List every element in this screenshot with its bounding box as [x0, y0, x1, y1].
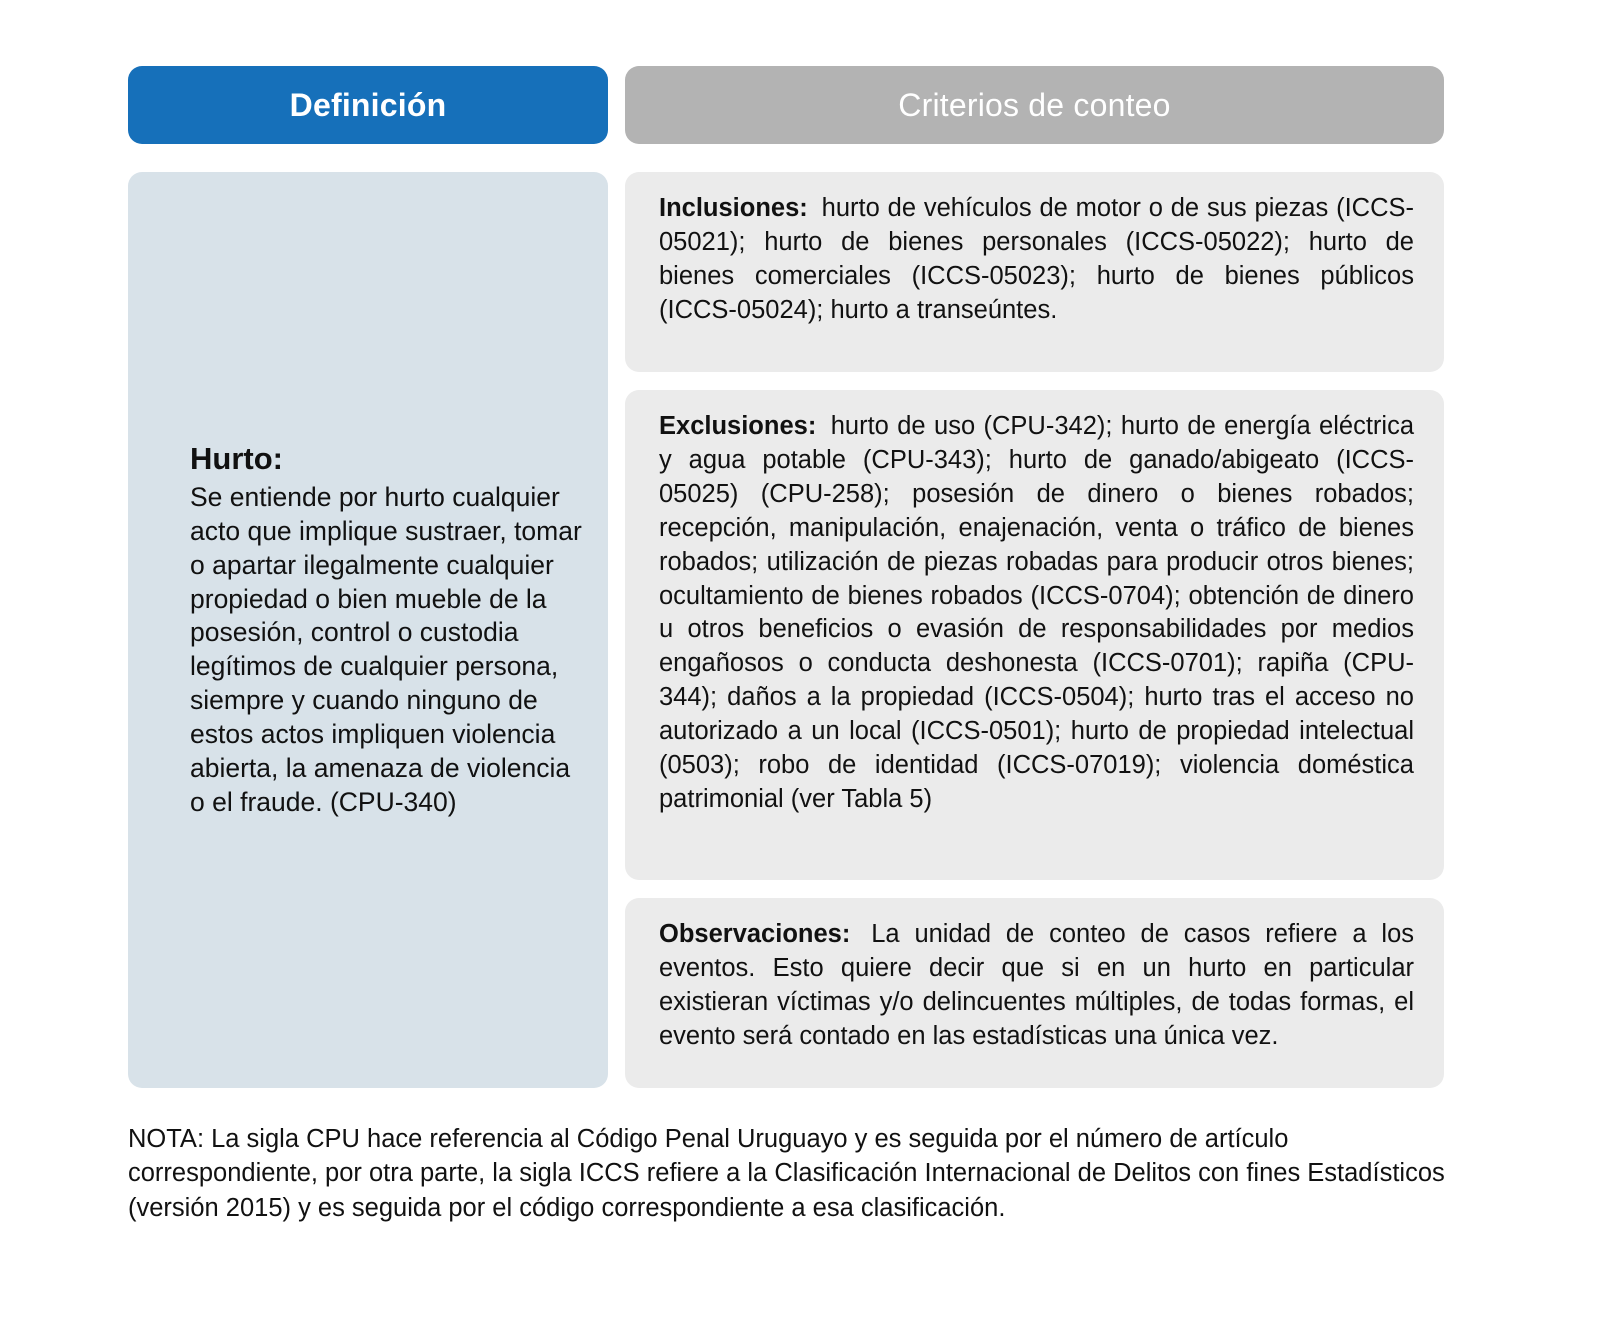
- observaciones-paragraph: [659, 918, 1414, 1054]
- column-headers: [128, 66, 1444, 144]
- header-definicion-label: Definición: [289, 86, 447, 123]
- exclusiones-text: hurto de uso (CPU-342); hurto de energía eléctrica y agua potable (CPU-343); hurto de ganado/abigeato (ICCS-05025) (CPU-258); posesión de dinero o bienes robados; recepción, manipulación, enajenación, venta o tráfico de bienes robados; utilización de piezas robadas para producir otros bienes; ocultamiento de bienes robados (ICCS-0704); obtención de dinero u otros beneficios o evasión de responsabilidades por medios engañosos o conducta deshonesta (ICCS-0701); rapiña (CPU-344); daños a la propiedad (ICCS-0504); hurto tras el acceso no autorizado a un local (ICCS-0501); hurto de propiedad intelectual (0503); robo de identidad (ICCS-07019); violencia doméstica patrimonial (ver Tabla 5): [659, 412, 1414, 813]
- header-criterios-de-conteo: [625, 66, 1444, 144]
- footnote-nota: NOTA: La sigla CPU hace referencia al Código Penal Uruguayo y es seguida por el número de artículo correspondiente, por otra parte, la sigla ICCS refiere a la Clasificación Internacional de Delitos con fines Estadísticos (versión 2015) y es seguida por el código correspondiente a esa clasificación.: [128, 1125, 1445, 1222]
- inclusiones-text: hurto de vehículos de motor o de sus piezas (ICCS-05021); hurto de bienes personales (ICCS-05022); hurto de bienes comerciales (ICCS-05023); hurto de bienes públicos (ICCS-05024); hurto a transeúntes.: [659, 194, 1414, 324]
- exclusiones-paragraph: [659, 410, 1414, 817]
- criteria-box-inclusiones: [625, 172, 1444, 372]
- criteria-box-exclusiones: [625, 390, 1444, 880]
- inclusiones-label: Inclusiones:: [659, 194, 808, 222]
- criteria-box-observaciones: [625, 898, 1444, 1088]
- header-criterios-label: Criterios de conteo: [898, 86, 1171, 123]
- content-columns: [128, 172, 1444, 1088]
- definicion-body: Se entiende por hurto cualquier acto que implique sustraer, tomar o apartar ilegalmente cualquier propiedad o bien mueble de la posesión, control o custodia legítimos de cualquier persona, siempre y cuando ninguno de estos actos impliquen violencia abierta, la amenaza de violencia o el fraude. (CPU-340): [190, 481, 582, 817]
- observaciones-text: La unidad de conteo de casos refiere a los eventos. Esto quiere decir que si en un hurto en particular existieran víctimas y/o delincuentes múltiples, de todas formas, el evento será contado en las estadísticas una única vez.: [659, 920, 1415, 1050]
- observaciones-label: Observaciones:: [659, 920, 851, 948]
- definicion-term: Hurto:: [190, 441, 283, 477]
- inclusiones-paragraph: [659, 192, 1414, 328]
- exclusiones-label: Exclusiones:: [659, 412, 817, 440]
- header-definicion: [128, 66, 608, 144]
- criterios-panel: [625, 172, 1444, 1088]
- definicion-panel: [128, 172, 608, 1088]
